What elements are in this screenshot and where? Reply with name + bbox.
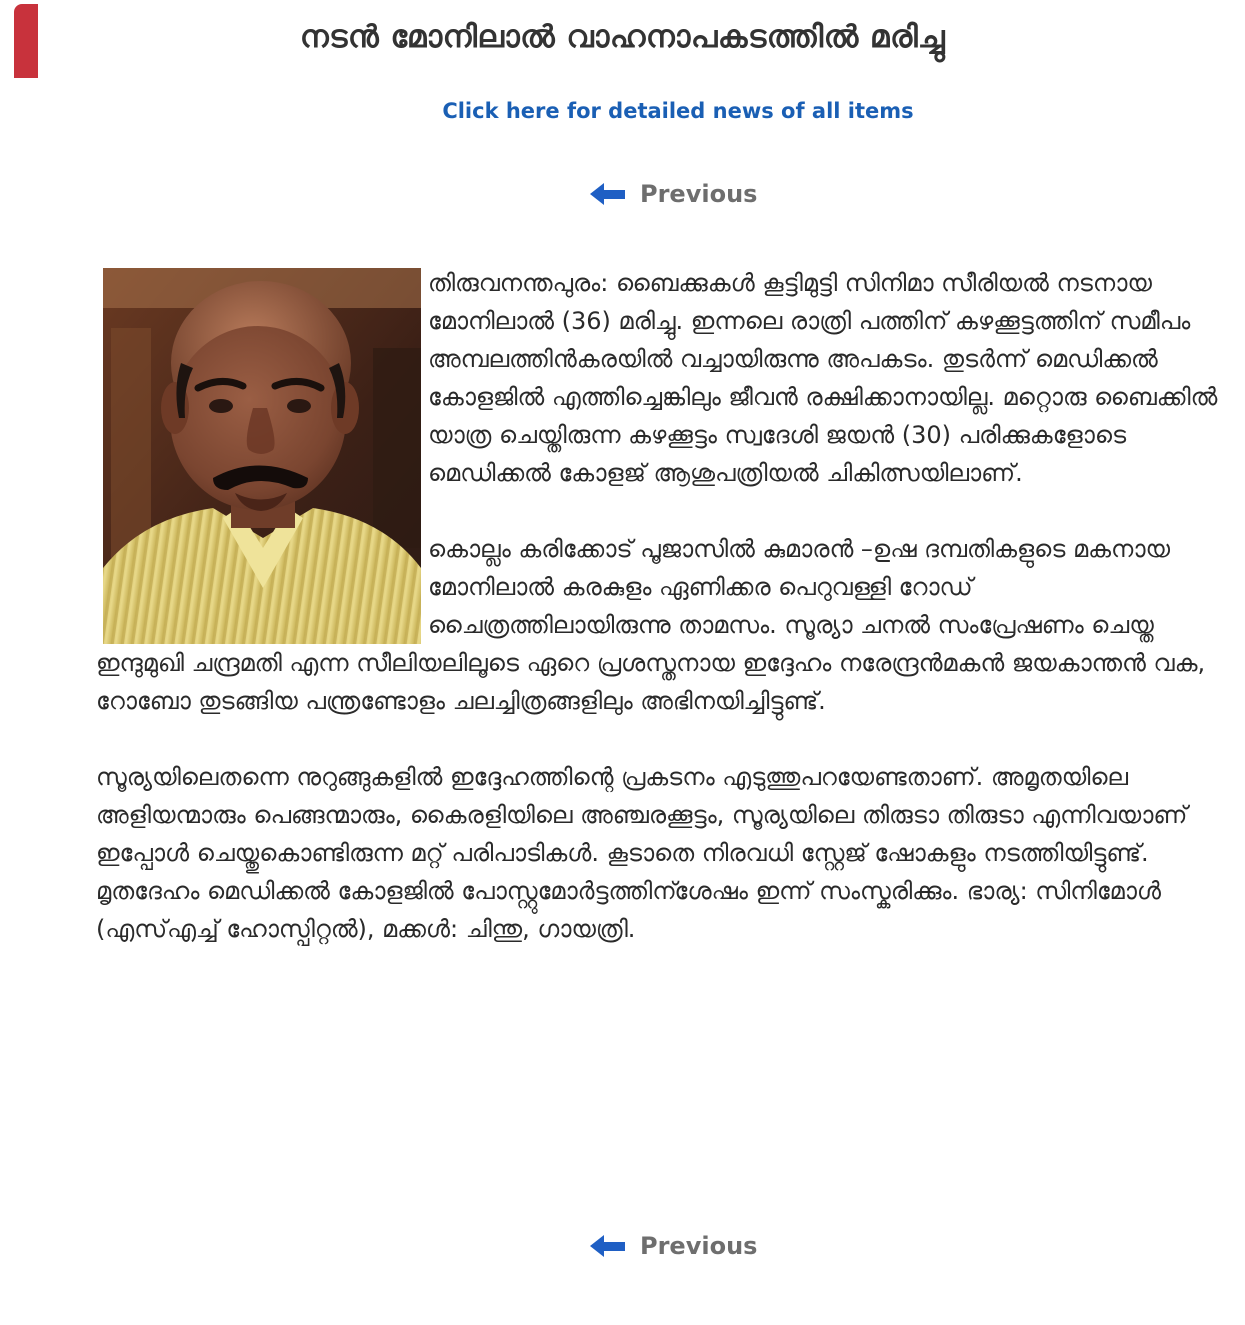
previous-button-bottom[interactable] <box>590 1228 757 1264</box>
article-paragraph-4: മൃതദേഹം മെഡിക്കൽ കോളജിൽ പോസ്റ്റുമോർട്ടത്തിന്ശേഷം ഇന്ന് സംസ്കരിക്കും. ഭാര്യ: സിനിമോൾ (എസ്എച്ച് ഹോസ്പിറ്റൽ), മക്കൾ: ചിന്തു, ഗായത്രി. <box>96 877 1161 943</box>
article-paragraph-2: കൊല്ലം കരിക്കോട് പൂജാസിൽ കുമാരൻ –ഉഷ ദമ്പതികളുടെ മകനായ മോനിലാൽ കരകുളം ഏണിക്കര പെറുവള്ളി റോഡ് ചൈത്രത്തിലായിരുന്നു താമസം. സൂര്യാ ചനൽ സംപ്രേഷണം ചെയ്ത ഇന്ദുമുഖി ചന്ദ്രമതി എന്ന സീലിയലിലൂടെ ഏറെ പ്രശസ്തനായ ഇദ്ദേഹം നരേന്ദ്രൻമകൻ ജയകാന്തൻ വക, റോബോ തുടങ്ങിയ പന്ത്രണ്ടോളം ചലച്ചിത്രങ്ങളിലും അഭിനയിച്ചിട്ടുണ്ട്. <box>96 535 1206 715</box>
arrow-left-icon <box>590 182 626 206</box>
arrow-left-icon <box>590 1234 626 1258</box>
article-paragraph-3: സൂര്യയിലെതന്നെ നുറുങ്ങുകളിൽ ഇദ്ദേഹത്തിന്റെ പ്രകടനം എടുത്തുപറയേണ്ടതാണ്. അമൃതയിലെ അളിയന്മാരും പെങ്ങന്മാരും, കൈരളിയിലെ അഞ്ചരക്കൂട്ടം, സൂര്യയിലെ തിരുടാ തിരുടാ എന്നിവയാണ് ഇപ്പോൾ ചെയ്തുകൊണ്ടിരുന്ന മറ്റ് പരിപാടികൾ. കൂടാതെ നിരവധി സ്റ്റേജ് ഷോകളും നടത്തിയിട്ടുണ്ട്. <box>96 763 1188 867</box>
detailed-news-link[interactable]: Click here for detailed news of all items <box>442 99 914 123</box>
article-paragraph-1: തിരുവനന്തപുരം: ബൈക്കുകൾ കൂട്ടിമുട്ടി സിനിമാ സീരിയൽ നടനായ മോനിലാൽ (36) മരിച്ചു. ഇന്നലെ രാത്രി പത്തിന് കഴക്കൂട്ടത്തിന് സമീപം അമ്പലത്തിൻകരയിൽ വച്ചായിരുന്നു അപകടം. തുടർന്ന് മെഡിക്കൽ കോളജിൽ എത്തിച്ചെങ്കിലും ജീവൻ രക്ഷിക്കാനായില്ല. മറ്റൊരു ബൈക്കിൽ യാത്ര ചെയ്തിരുന്ന കഴക്കൂട്ടം സ്വദേശി ജയൻ (30) പരിക്കുകളോടെ മെഡിക്കൽ കോളജ് ആശുപത്രിയൽ ചികിത്സയിലാണ്. <box>428 269 1218 487</box>
photo-spacer <box>96 264 428 644</box>
headline: നടൻ മോനിലാൽ വാഹനാപകടത്തിൽ മരിച്ചു <box>299 19 946 55</box>
previous-button-top[interactable] <box>590 176 757 212</box>
article-body <box>96 264 1220 948</box>
previous-label: Previous <box>640 180 758 208</box>
accent-bar <box>14 4 38 78</box>
previous-label: Previous <box>640 1232 758 1260</box>
